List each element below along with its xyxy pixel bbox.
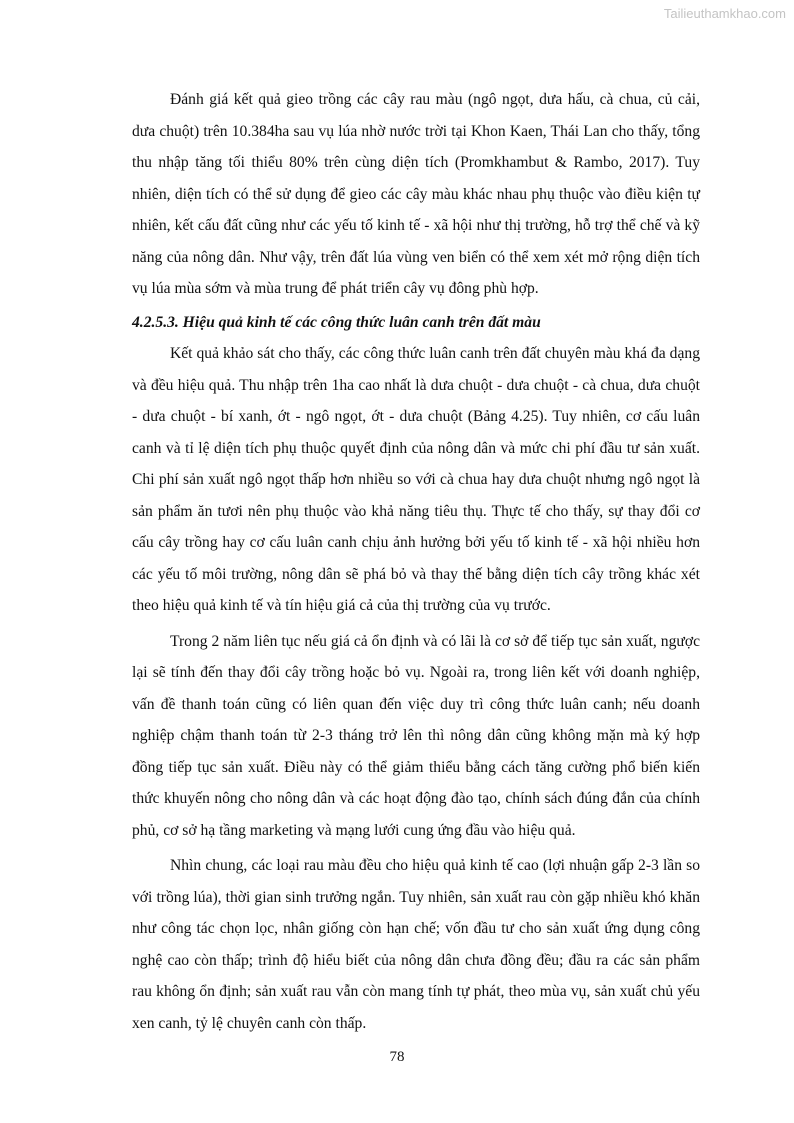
page-body — [132, 84, 700, 1039]
paragraph-3: Trong 2 năm liên tục nếu giá cả ổn định và có lãi là cơ sở để tiếp tục sản xuất, ngược lại sẽ tính đến thay đổi cây trồng hoặc bỏ vụ. Ngoài ra, trong liên kết với doanh nghiệp, vấn đề thanh toán cũng có liên quan đến việc duy trì công thức luân canh; nếu doanh nghiệp chậm thanh toán từ 2-3 tháng trở lên thì nông dân cũng không mặn mà ký hợp đồng tiếp tục sản xuất. Điều này có thể giảm thiểu bằng cách tăng cường phổ biến kiến thức khuyến nông cho nông dân và các hoạt động đào tạo, chính sách đúng đắn của chính phủ, cơ sở hạ tầng marketing và mạng lưới cung ứng đầu vào hiệu quả. — [132, 632, 700, 839]
section-heading: 4.2.5.3. Hiệu quả kinh tế các công thức luân canh trên đất màu — [132, 313, 541, 331]
paragraph-1: Đánh giá kết quả gieo trồng các cây rau màu (ngô ngọt, dưa hấu, cà chua, củ cải, dưa chuột) trên 10.384ha sau vụ lúa nhờ nước trời tại Khon Kaen, Thái Lan cho thấy, tổng thu nhập tăng tối thiểu 80% trên cùng diện tích (Promkhambut & Rambo, 2017). Tuy nhiên, diện tích có thể sử dụng để gieo các cây màu khác nhau phụ thuộc vào điều kiện tự nhiên, kết cấu đất cũng như các yếu tố kinh tế - xã hội như thị trường, hỗ trợ thể chế và kỹ năng của nông dân. Như vậy, trên đất lúa vùng ven biển có thể xem xét mở rộng diện tích vụ lúa mùa sớm và mùa trung để phát triển cây vụ đông phù hợp. — [132, 91, 700, 297]
paragraph-2: Kết quả khảo sát cho thấy, các công thức luân canh trên đất chuyên màu khá đa dạng và đều hiệu quả. Thu nhập trên 1ha cao nhất là dưa chuột - dưa chuột - cà chua, dưa chuột - dưa chuột - bí xanh, ớt - ngô ngọt, ớt - dưa chuột (Bảng 4.25). Tuy nhiên, cơ cấu luân canh và tỉ lệ diện tích phụ thuộc quyết định của nông dân và mức chi phí đầu tư sản xuất. Chi phí sản xuất ngô ngọt thấp hơn nhiều so với cà chua hay dưa chuột nhưng ngô ngọt là sản phẩm ăn tươi nên phụ thuộc vào khả năng tiêu thụ. Thực tế cho thấy, sự thay đổi cơ cấu cây trồng hay cơ cấu luân canh chịu ảnh hưởng bởi yếu tố kinh tế - xã hội nhiều hơn các yếu tố môi trường, nông dân sẽ phá bỏ và thay thế bằng diện tích cây trồng khác xét theo hiệu quả kinh tế và tín hiệu giá cả của thị trường của vụ trước. — [132, 345, 700, 614]
page-number: 78 — [389, 1049, 405, 1065]
paragraph-4: Nhìn chung, các loại rau màu đều cho hiệu quả kinh tế cao (lợi nhuận gấp 2-3 lần so với trồng lúa), thời gian sinh trưởng ngắn. Tuy nhiên, sản xuất rau còn gặp nhiều khó khăn như công tác chọn lọc, nhân giống còn hạn chế; vốn đầu tư cho sản xuất ứng dụng công nghệ cao còn thấp; trình độ hiểu biết của nông dân chưa đồng đều; đầu ra các sản phẩm rau không ổn định; sản xuất rau vẫn còn mang tính tự phát, theo mùa vụ, sản xuất chủ yếu xen canh, tỷ lệ chuyên canh còn thấp. — [132, 857, 700, 1032]
watermark: Tailieuthamkhao.com — [663, 6, 786, 21]
